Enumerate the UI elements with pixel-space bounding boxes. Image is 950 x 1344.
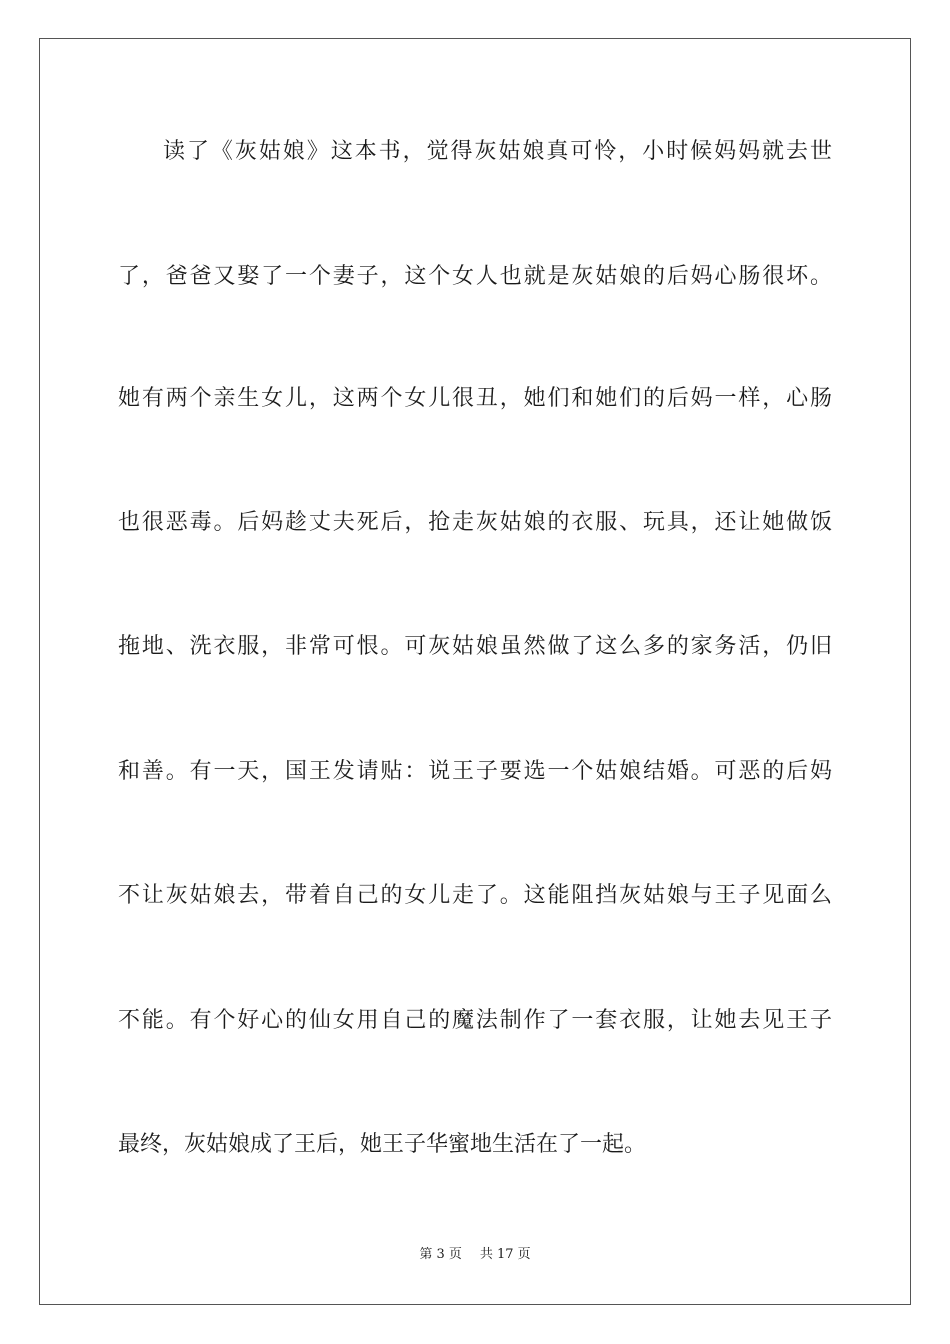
paragraph-line-5: 拖地、洗衣服，非常可恨。可灰姑娘虽然做了这么多的家务活，仍旧 — [118, 634, 832, 659]
paragraph-line-7: 不让灰姑娘去，带着自己的女儿走了。这能阻挡灰姑娘与王子见面么 — [118, 883, 832, 908]
paragraph-line-6: 和善。有一天，国王发请贴：说王子要选一个姑娘结婚。可恶的后妈 — [118, 759, 832, 784]
page-footer — [0, 1246, 950, 1264]
paragraph-line-2: 了，爸爸又娶了一个妻子，这个女人也就是灰姑娘的后妈心肠很坏。 — [118, 264, 832, 289]
paragraph-line-9: 最终，灰姑娘成了王后，她王子华蜜地生活在了一起。 — [118, 1132, 647, 1157]
paragraph-line-4: 也很恶毒。后妈趁丈夫死后，抢走灰姑娘的衣服、玩具，还让她做饭 — [118, 510, 832, 535]
page-number: 第 3 页 — [419, 1247, 462, 1262]
total-pages: 共 17 页 — [479, 1247, 531, 1262]
page-border — [39, 38, 911, 1305]
paragraph-line-8: 不能。有个好心的仙女用自己的魔法制作了一套衣服，让她去见王子 — [118, 1008, 832, 1033]
paragraph-line-1: 读了《灰姑娘》这本书，觉得灰姑娘真可怜，小时候妈妈就去世 — [163, 139, 832, 164]
paragraph-line-3: 她有两个亲生女儿，这两个女儿很丑，她们和她们的后妈一样，心肠 — [118, 386, 832, 411]
